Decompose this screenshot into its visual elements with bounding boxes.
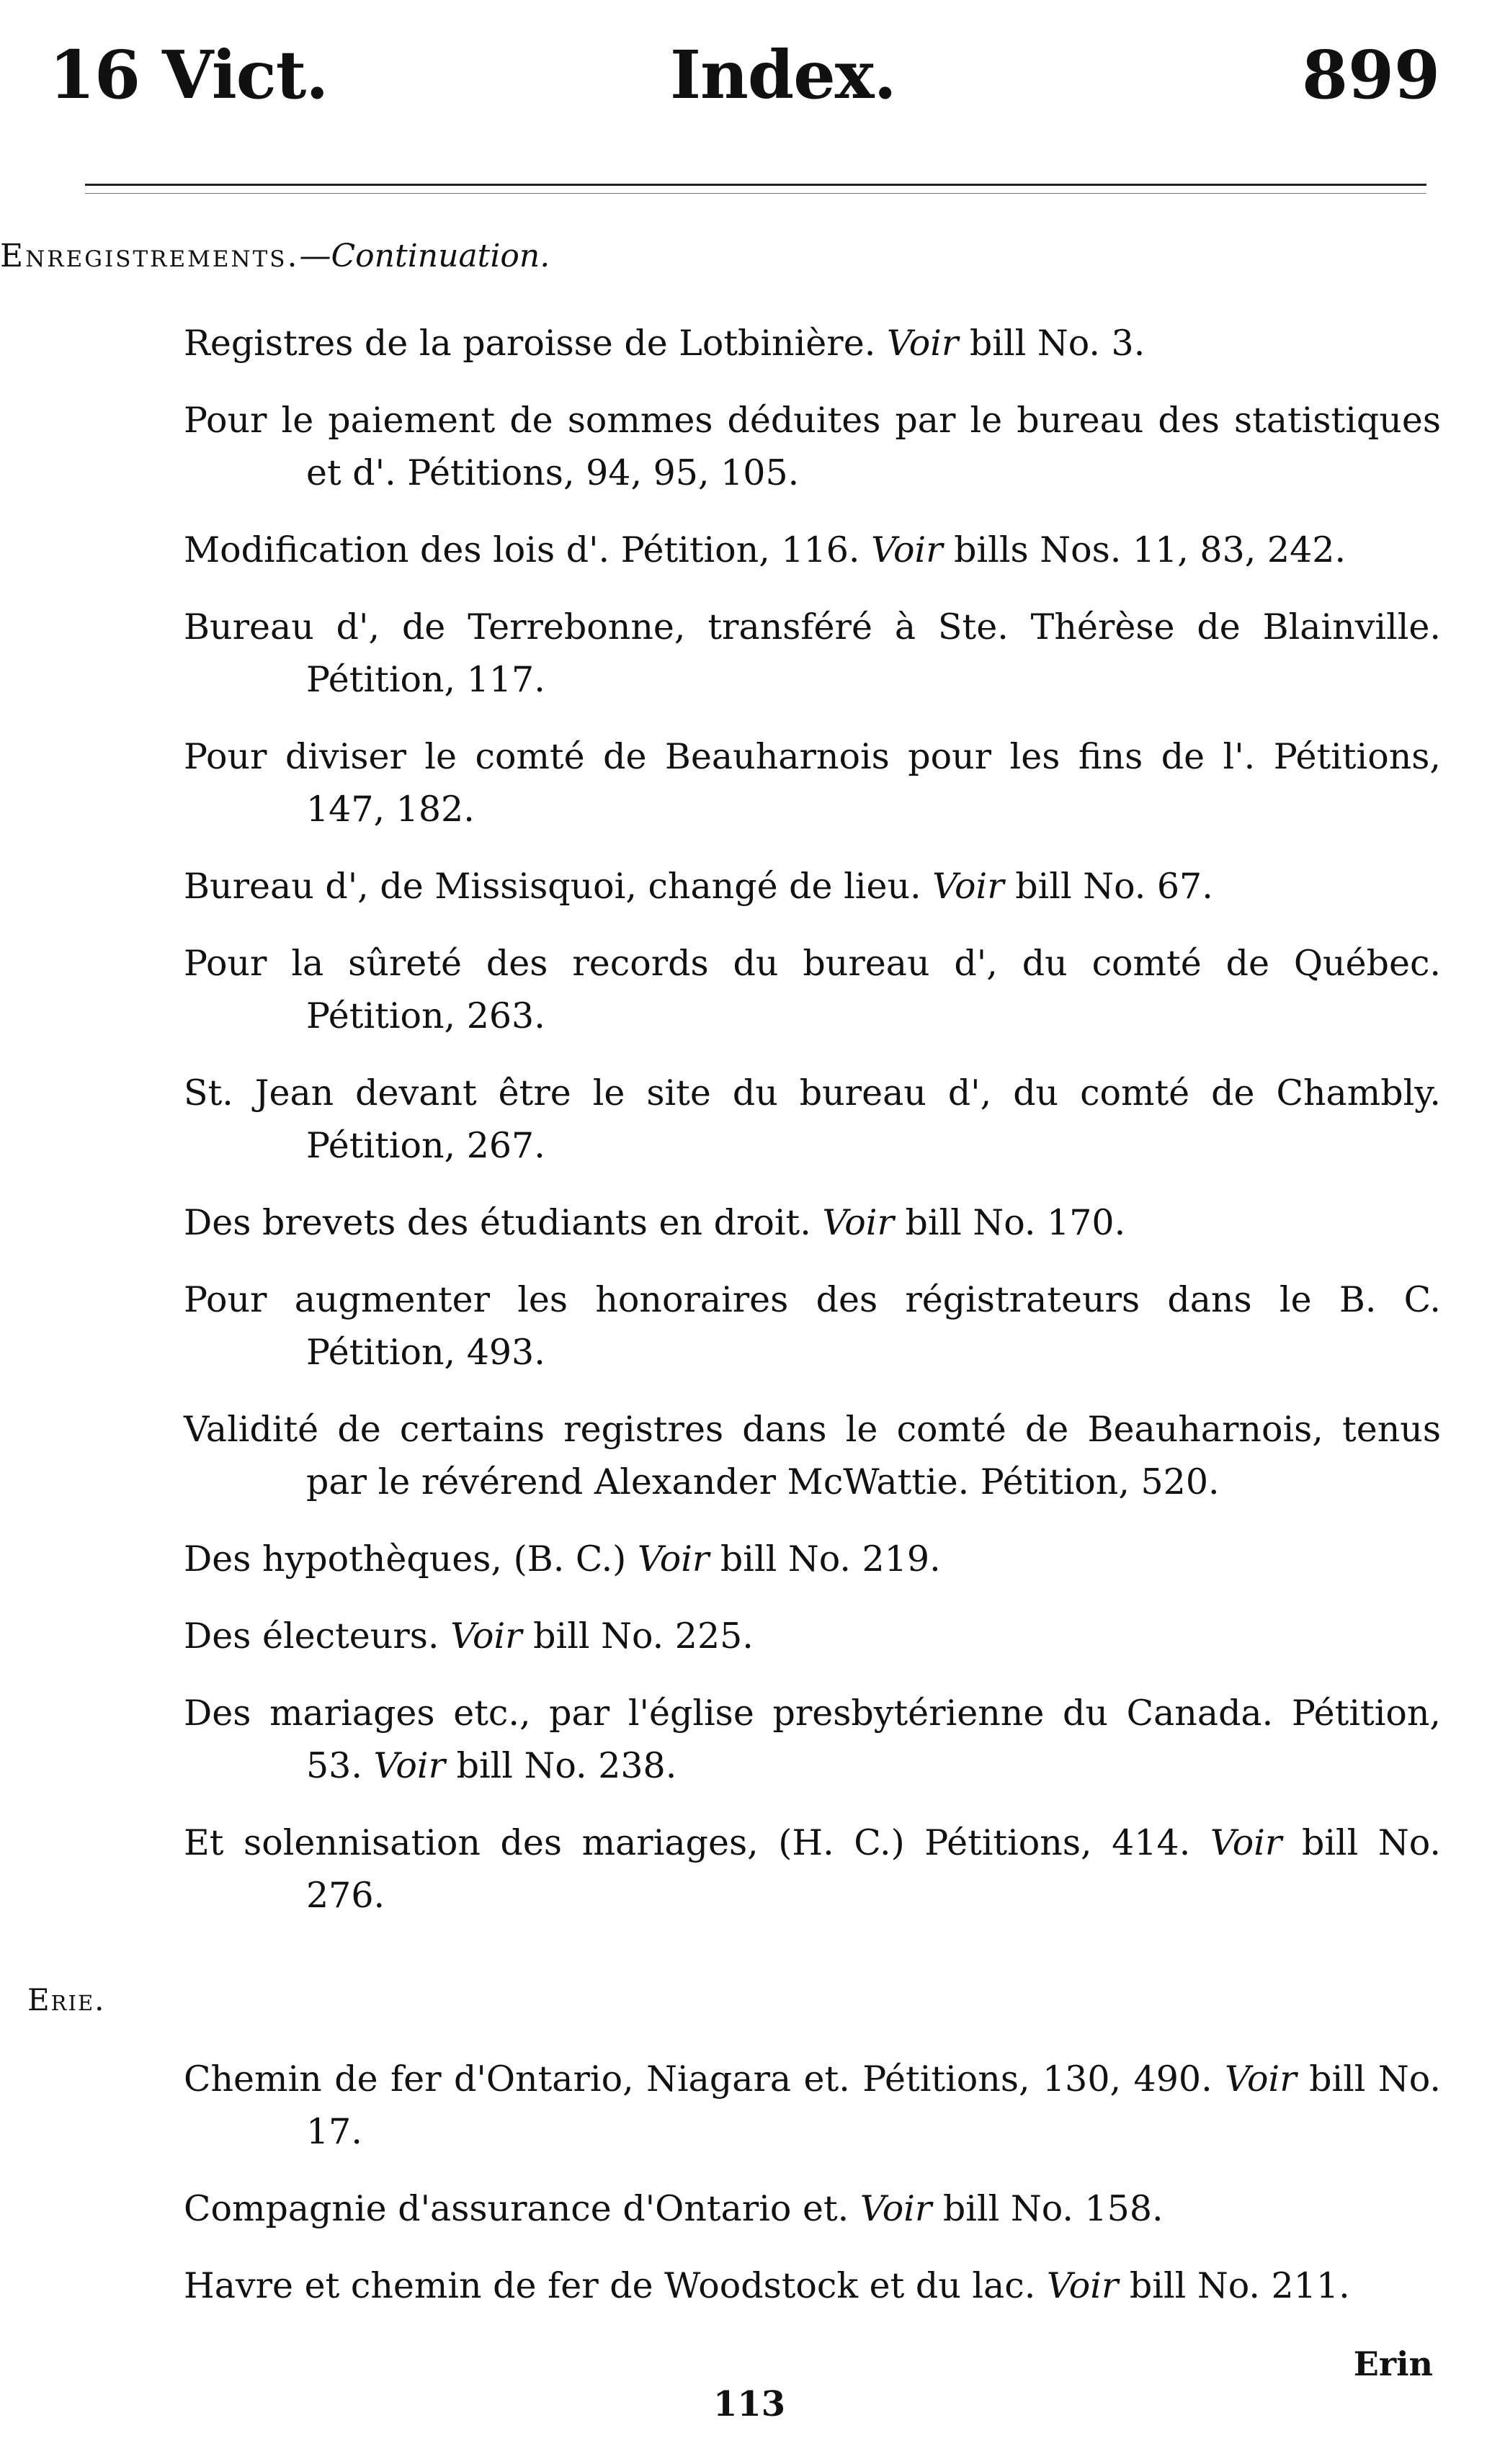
header-rule [85, 184, 1426, 186]
entry-text: Bureau d', de Terrebonne, transféré à Ste. Thérèse de Blainville. Pétition, 117. [184, 606, 1441, 700]
entry-text: Chemin de fer d'Ontario, Niagara et. Pétitions, 130, 490. [184, 2058, 1213, 2100]
page-number: 113 [713, 2384, 786, 2424]
entry-text: Des brevets des étudiants en droit. [184, 1202, 811, 1243]
entry-reference: bill No. 211. [1118, 2265, 1350, 2306]
entry-text: Des électeurs. [184, 1616, 439, 1657]
side-label-erie: Erie. [27, 1982, 106, 2017]
entry-text: Compagnie d'assurance d'Ontario et. [184, 2188, 849, 2229]
index-entry [184, 1687, 1441, 1792]
header-rule-thin [85, 193, 1426, 194]
entry-text: Pour diviser le comté de Beauharnois pour les fins de l'. Pétitions, 147, 182. [184, 736, 1441, 830]
index-entry [184, 1610, 1441, 1662]
section-heading [0, 238, 550, 274]
entry-text: Et solennisation des mariages, (H. C.) Pétitions, 414. [184, 1822, 1191, 1863]
entry-text: Havre et chemin de fer de Woodstock et du lac. [184, 2265, 1036, 2306]
entry-reference: bill No. 170. [893, 1202, 1126, 1243]
running-header [0, 36, 1505, 137]
index-entry [184, 524, 1441, 576]
entry-voir: Voir [373, 1745, 445, 1786]
entry-voir: Voir [859, 2188, 932, 2229]
index-entry [184, 1533, 1441, 1585]
index-entry [184, 2182, 1441, 2235]
index-entry [184, 730, 1441, 835]
section-heading-continuation: —Continuation. [299, 238, 550, 274]
catchword: Erin [1353, 2344, 1433, 2383]
entry-voir: Voir [886, 323, 959, 364]
entry-reference: bill No. 3. [958, 323, 1146, 364]
index-entry [184, 860, 1441, 913]
index-entry [184, 2053, 1441, 2158]
entry-reference: bills Nos. 11, 83, 242. [942, 529, 1347, 570]
entry-voir: Voir [932, 866, 1004, 907]
entry-text: Des hypothèques, (B. C.) [184, 1538, 627, 1580]
entry-reference: bill No. 225. [522, 1616, 754, 1657]
entry-reference: bill No. 238. [445, 1745, 677, 1786]
entry-voir: Voir [1210, 1822, 1282, 1863]
index-entry [184, 1196, 1441, 1249]
entry-voir: Voir [871, 529, 943, 570]
index-entry [184, 2259, 1441, 2312]
entry-voir: Voir [450, 1616, 522, 1657]
section-gap [184, 1946, 1441, 2053]
entry-voir: Voir [1225, 2058, 1297, 2100]
entry-voir: Voir [637, 1538, 710, 1580]
entry-voir: Voir [1046, 2265, 1119, 2306]
entry-reference: bill No. 219. [709, 1538, 941, 1580]
index-entry [184, 1403, 1441, 1508]
index-entry [184, 394, 1441, 499]
entry-reference: bill No. 17. [306, 2058, 1442, 2152]
entry-voir: Voir [822, 1202, 894, 1243]
entry-text: Des mariages etc., par l'église presbytérienne du Canada. Pétition, 53. [184, 1693, 1441, 1786]
header-title: Index. [670, 36, 896, 114]
section-heading-title: Enregistrements. [0, 238, 300, 274]
entry-reference: bill No. 67. [1004, 866, 1213, 907]
index-entry [184, 1816, 1441, 1922]
entry-text: Bureau d', de Missisquoi, changé de lieu. [184, 866, 921, 907]
entry-text: Pour augmenter les honoraires des régistrateurs dans le B. C. Pétition, 493. [184, 1279, 1441, 1373]
index-entry [184, 317, 1441, 369]
index-entry [184, 1067, 1441, 1172]
entry-text: Pour le paiement de sommes déduites par le bureau des statistiques et d'. Pétitions, 94, 95, 105. [184, 400, 1441, 493]
index-entry [184, 937, 1441, 1042]
header-page-number: 899 [1301, 36, 1440, 114]
header-session: 16 Vict. [49, 36, 329, 114]
entry-text: St. Jean devant être le site du bureau d', du comté de Chambly. Pétition, 267. [184, 1072, 1441, 1166]
entry-reference: bill No. 158. [932, 2188, 1164, 2229]
entry-reference: bill No. 276. [306, 1822, 1442, 1916]
index-entry [184, 601, 1441, 706]
entry-text: Registres de la paroisse de Lotbinière. [184, 323, 876, 364]
index-entries [184, 317, 1441, 2337]
entry-text: Validité de certains registres dans le comté de Beauharnois, tenus par le révérend Alexander McWattie. Pétition, 520. [184, 1409, 1441, 1502]
index-entry [184, 1273, 1441, 1379]
entry-text: Modification des lois d'. Pétition, 116. [184, 529, 860, 570]
entry-text: Pour la sûreté des records du bureau d', du comté de Québec. Pétition, 263. [184, 943, 1441, 1036]
